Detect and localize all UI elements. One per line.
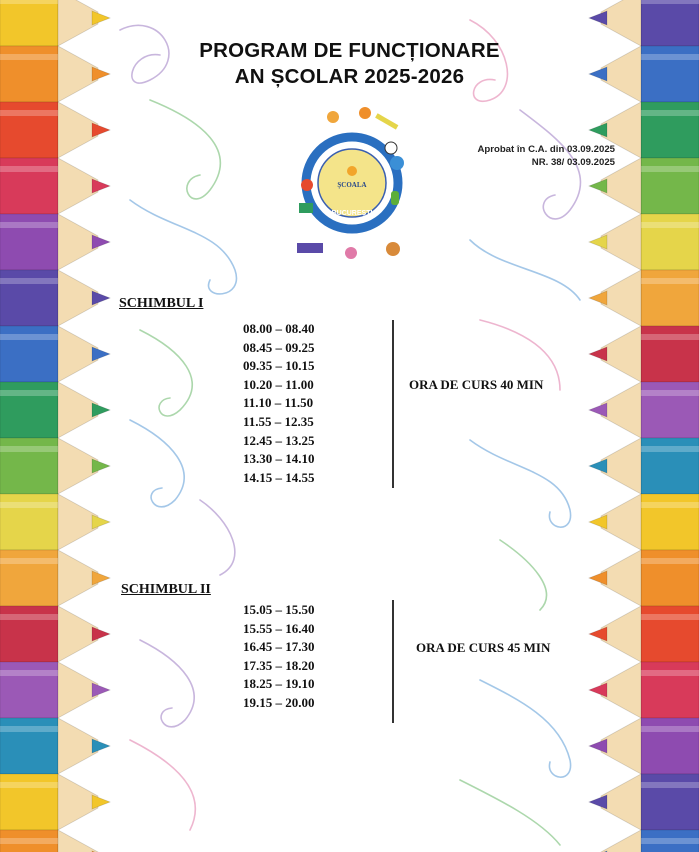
shift-1-schedule bbox=[243, 320, 315, 487]
swirl-7 bbox=[140, 330, 192, 416]
logo-sun-icon bbox=[347, 166, 357, 176]
logo-child-bottom2-icon bbox=[386, 242, 400, 256]
logo-pencil-icon bbox=[375, 113, 398, 129]
time-slot: 15.05 – 15.50 bbox=[243, 602, 315, 617]
school-logo bbox=[291, 103, 413, 269]
time-slot: 09.35 – 10.15 bbox=[243, 358, 315, 374]
swirl-14 bbox=[130, 740, 195, 830]
shift-2-divider bbox=[392, 600, 394, 723]
logo-ball-icon bbox=[301, 179, 313, 191]
logo-center-text: ȘCOALA bbox=[337, 181, 367, 189]
time-slot: 15.55 – 16.40 bbox=[243, 620, 315, 636]
swirl-13 bbox=[140, 640, 194, 727]
logo-child-bottom-icon bbox=[345, 247, 357, 259]
logo-books-icon bbox=[299, 203, 313, 213]
logo-clock-icon bbox=[385, 142, 397, 154]
swirl-11 bbox=[470, 440, 571, 527]
page-title-line-1: PROGRAM DE FUNCȚIONARE bbox=[199, 39, 500, 62]
swirl-3 bbox=[130, 200, 236, 294]
swirl-15 bbox=[480, 680, 571, 777]
swirl-8 bbox=[130, 420, 184, 507]
time-slot: 16.45 – 17.30 bbox=[243, 639, 315, 655]
swirl-6 bbox=[470, 240, 580, 300]
time-slot: 08.45 – 09.25 bbox=[243, 339, 315, 355]
time-slot: 11.10 – 11.50 bbox=[243, 395, 314, 411]
shift-2-lesson-duration: ORA DE CURS 45 MIN bbox=[416, 640, 551, 655]
swirl-16 bbox=[460, 780, 560, 845]
shift-1-divider bbox=[392, 320, 394, 488]
time-slot: 10.20 – 11.00 bbox=[243, 376, 314, 392]
time-slot: 19.15 – 20.00 bbox=[243, 694, 315, 710]
shift-2-schedule bbox=[243, 601, 315, 713]
time-slot: 11.55 – 12.35 bbox=[243, 413, 314, 429]
time-slot: 17.35 – 18.20 bbox=[243, 657, 315, 673]
time-slot: 12.45 – 13.25 bbox=[243, 432, 315, 448]
swirl-12 bbox=[500, 540, 546, 610]
time-slot: 08.00 – 08.40 bbox=[243, 321, 315, 336]
logo-books-bottom-icon bbox=[297, 243, 323, 253]
shift-1-title: SCHIMBUL I bbox=[119, 296, 204, 311]
time-slot: 18.25 – 19.10 bbox=[243, 676, 315, 692]
logo-bottom-text: BUCUREȘTI bbox=[331, 210, 373, 217]
shift-2-title: SCHIMBUL II bbox=[121, 582, 211, 597]
swirl-2 bbox=[150, 100, 220, 199]
logo-cactus-icon bbox=[391, 191, 399, 205]
time-slot: 14.15 – 14.55 bbox=[243, 469, 315, 485]
page-title-line-2: AN ȘCOLAR 2025-2026 bbox=[234, 65, 465, 88]
approval-date: Aprobat în C.A. din 03.09.2025 bbox=[477, 144, 615, 155]
time-slot: 13.30 – 14.10 bbox=[243, 451, 315, 467]
logo-ring-text: Școala Gimnazială bbox=[314, 142, 363, 171]
approval-number: NR. 38/ 03.09.2025 bbox=[531, 157, 615, 168]
shift-1-lesson-duration: ORA DE CURS 40 MIN bbox=[409, 377, 544, 392]
logo-child-top-icon bbox=[327, 111, 339, 123]
logo-child-top2-icon bbox=[359, 107, 371, 119]
swirl-9 bbox=[200, 500, 235, 575]
logo-globe-icon bbox=[390, 156, 404, 170]
